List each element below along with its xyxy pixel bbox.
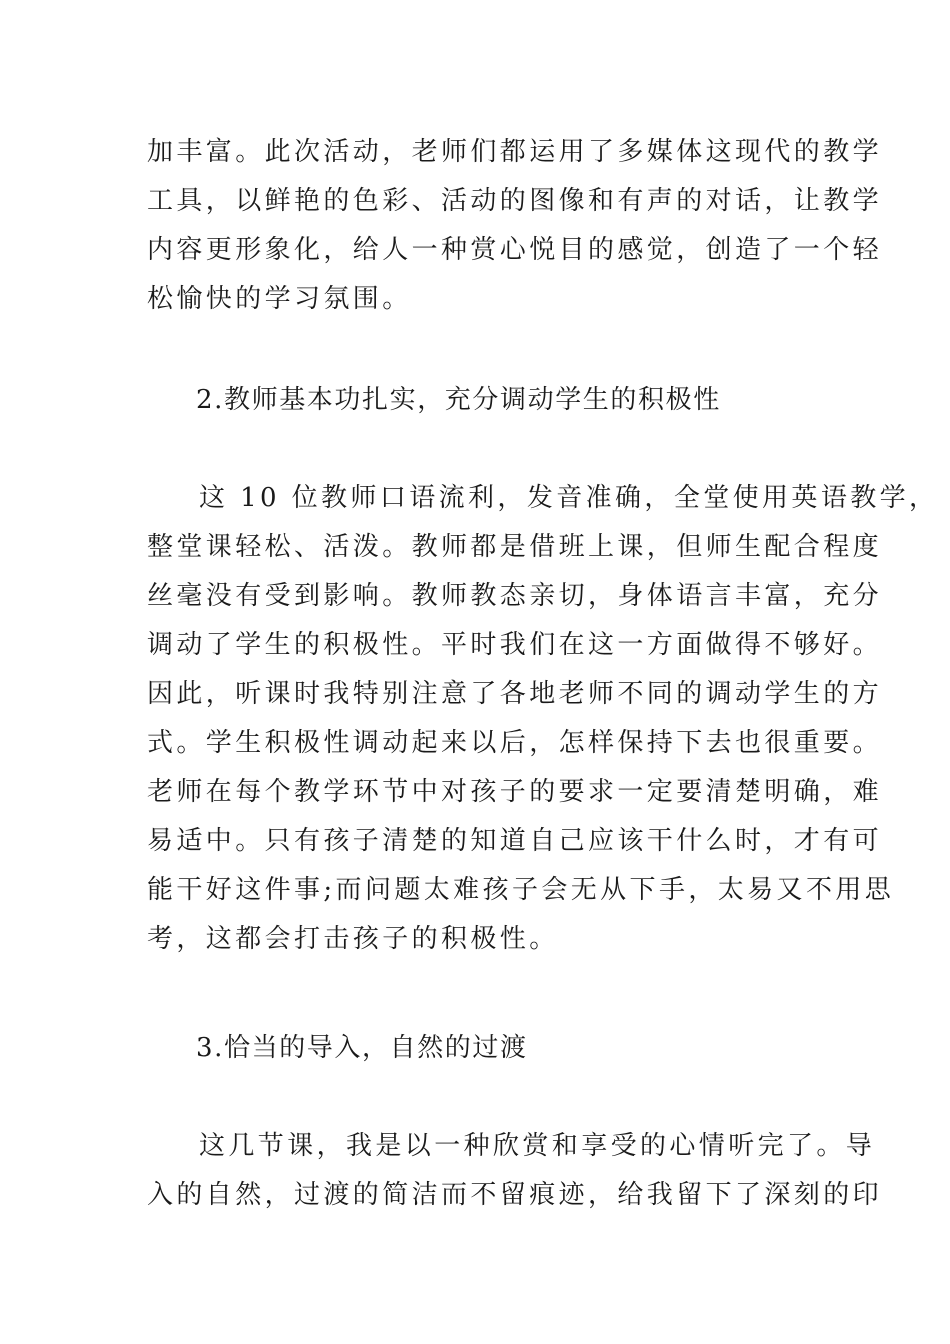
paragraph-line: 加丰富。此次活动，老师们都运用了多媒体这现代的教学 [147,137,883,167]
paragraph-line: 调动了学生的积极性。平时我们在这一方面做得不够好。 [147,630,883,660]
paragraph-line: 工具，以鲜艳的色彩、活动的图像和有声的对话，让教学 [147,186,883,216]
paragraph-continuation [147,128,883,324]
paragraph-line: 式。学生积极性调动起来以后，怎样保持下去也很重要。 [147,728,883,758]
paragraph-line: 这 10 位教师口语流利，发音准确，全堂使用英语教学， [199,483,939,513]
paragraph-line: 松愉快的学习氛围。 [147,284,412,314]
paragraph-line: 整堂课轻松、活泼。教师都是借班上课，但师生配合程度 [147,532,883,562]
paragraph-section-2 [147,474,939,964]
paragraph-line: 易适中。只有孩子清楚的知道自己应该干什么时，才有可 [147,826,883,856]
paragraph-line: 丝毫没有受到影响。教师教态亲切，身体语言丰富，充分 [147,581,883,611]
section-heading-2: 2.教师基本功扎实，充分调动学生的积极性 [196,385,721,415]
paragraph-line: 这几节课，我是以一种欣赏和享受的心情听完了。导 [199,1131,876,1161]
paragraph-line: 老师在每个教学环节中对孩子的要求一定要清楚明确，难 [147,777,883,807]
paragraph-line: 因此，听课时我特别注意了各地老师不同的调动学生的方 [147,679,883,709]
paragraph-line: 入的自然，过渡的简洁而不留痕迹，给我留下了深刻的印 [147,1180,883,1210]
section-heading-3: 3.恰当的导入，自然的过渡 [196,1033,528,1063]
paragraph-line: 能干好这件事;而问题太难孩子会无从下手，太易又不用思 [147,875,895,905]
paragraph-line: 考，这都会打击孩子的积极性。 [147,924,559,954]
paragraph-section-3 [147,1122,883,1220]
paragraph-line: 内容更形象化，给人一种赏心悦目的感觉，创造了一个轻 [147,235,883,265]
